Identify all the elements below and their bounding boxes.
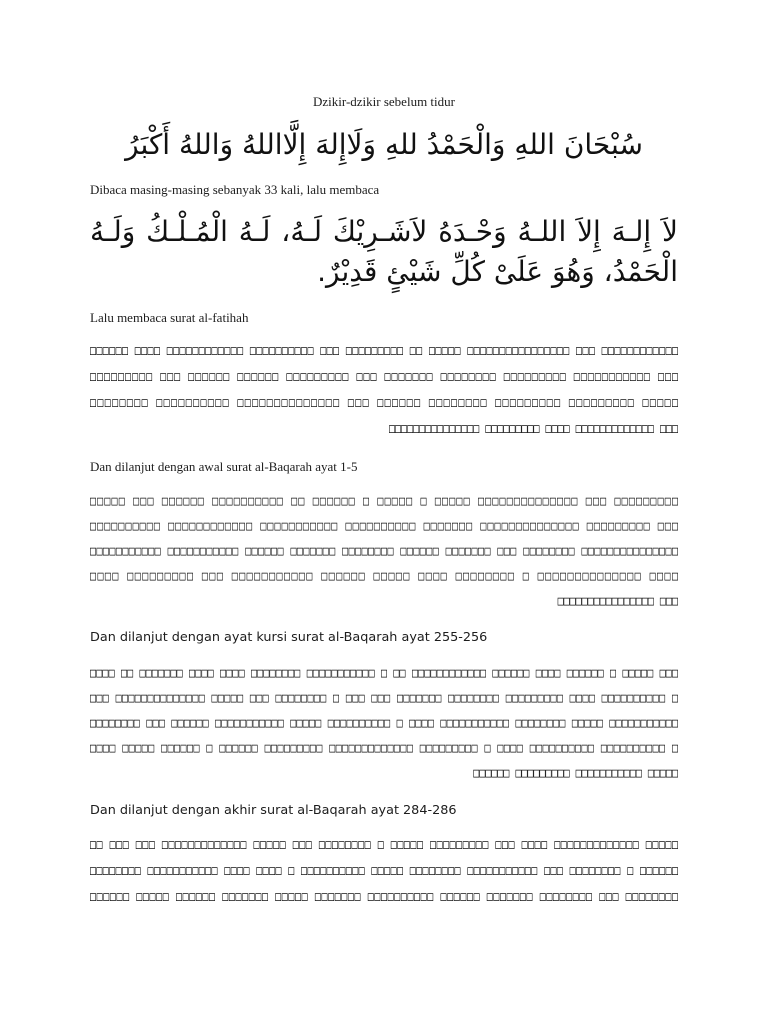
fatihah-heading: Lalu membaca surat al-fatihah (90, 310, 249, 325)
baqarah-akhir-line: □□□□□□□□ □□□□□□□□□□□ □□□□ □□□□ □ □□□□□□□□□□ □□□□□ □□□□□□□□ □□□□□□□□□□□ □□□ □□□□□□□□ □ □□□□□□ (90, 864, 678, 879)
fatihah-line: □□□□□□□□□□□□□□□ □□□□□□□□□ □□□□ □□□□□□□□□□□□□ □□□ (389, 422, 678, 437)
fatihah-line: □□□□□□□□ □□□□□□□□□□ □□□□□□□□□□□□□□ □□□ □□□□□□ □□□□□□□□ □□□□□□□□□ □□□□□□□□□ □□□□□ (90, 396, 678, 411)
document-title: Dzikir-dzikir sebelum tidur (313, 94, 455, 109)
baqarah-awal-line: □□□□ □□□□□□□□□ □□□ □□□□□□□□□□□ □□□□□□ □□□□□ □□□□ □□□□□□□□ □ □□□□□□□□□□□□□□ □□□□ (90, 569, 678, 584)
ayat-kursi-line: □□□□ □□ □□□□□□□ □□□□ □□□□ □□□□□□□□ □□□□□□□□□□□ □ □□ □□□□□□□□□□□□ □□□□□□ □□□□ □□□□□□ □ □□□□□ □□□ (90, 666, 678, 681)
ayat-kursi-line: □□□□□□□□ □□□ □□□□□□ □□□□□□□□□□□ □□□□□ □□□□□□□□□□ □ □□□□ □□□□□□□□□□□ □□□□□□□□ □□□□□ □□□□□□□□□□□ (90, 716, 678, 731)
baqarah-akhir-heading: Dan dilanjut dengan akhir surat al-Baqarah ayat 284-286 (90, 803, 457, 818)
baqarah-awal-line: □□□□□□□□□□□ □□□□□□□□□□□ □□□□□□ □□□□□□□ □□□□□□□□ □□□□□□ □□□□□□□ □□□ □□□□□□□□ □□□□□□□□□□□□□□□ (90, 544, 678, 559)
fatihah-text (90, 339, 678, 443)
tasbih-arabic: سُبْحَانَ اللهِ وَالْحَمْدُ للهِ وَلَاإِلهَ إِلَّااللهُ وَاللهُ أَكْبَرُ (125, 128, 643, 161)
tahlil-arabic-line: لاَ إِلـهَ إِلاَ اللـهُ وَحْـدَهُ لاَشَـرِيْكَ لَـهُ، لَـهُ الْمُـلْـكُ وَلَـهُ (90, 215, 678, 248)
ayat-kursi-text (90, 661, 678, 786)
baqarah-awal-line: □□□□□ □□□ □□□□□□ □□□□□□□□□□ □□ □□□□□□ □ □□□□□ □ □□□□□ □□□□□□□□□□□□□□ □□□ □□□□□□□□□ (90, 494, 678, 509)
baqarah-awal-line: □□□□□□□□□□ □□□□□□□□□□□□ □□□□□□□□□□□ □□□□□□□□□□ □□□□□□□ □□□□□□□□□□□□□□ □□□□□□□□□ □□□ (90, 519, 678, 534)
baqarah-awal-line: □□□□□□□□□□□□□□□□ □□□ (557, 594, 678, 609)
fatihah-line: □□□□□□□□□ □□□ □□□□□□ □□□□□□ □□□□□□□□□ □□□ □□□□□□□ □□□□□□□□ □□□□□□□□□ □□□□□□□□□□□ □□□ (90, 370, 678, 385)
ayat-kursi-heading: Dan dilanjut dengan ayat kursi surat al-Baqarah ayat 255-256 (90, 630, 488, 645)
baqarah-akhir-line: □□□□□□ □□□□□ □□□□□□ □□□□□□□ □□□□□ □□□□□□□ □□□□□□□□□□ □□□□□□ □□□□□□□ □□□□□□□□ □□□ □□□□□□□□ (90, 890, 678, 905)
tahlil-intro: Dibaca masing-masing sebanyak 33 kali, lalu membaca (90, 182, 380, 197)
baqarah-akhir-text (90, 833, 678, 911)
ayat-kursi-line: □□□□ □□□□□ □□□□□□ □ □□□□□□ □□□□□□□□□ □□□□□□□□□□□□□ □□□□□□□□□ □ □□□□ □□□□□□□□□□ □□□□□□□□□□ □ (90, 741, 678, 756)
baqarah-awal-heading: Dan dilanjut dengan awal surat al-Baqarah ayat 1-5 (90, 459, 358, 474)
fatihah-line: □□□□□□ □□□□ □□□□□□□□□□□□ □□□□□□□□□□ □□□ □□□□□□□□□ □□ □□□□□ □□□□□□□□□□□□□□□□ □□□ □□□□□□□□□□□□ (90, 344, 678, 359)
baqarah-akhir-line: □□ □□□ □□□ □□□□□□□□□□□□□ □□□□□ □□□ □□□□□□□□ □ □□□□□ □□□□□□□□□ □□□ □□□□ □□□□□□□□□□□□□ □□□□□ (90, 838, 678, 853)
ayat-kursi-line: □□□ □□□□□□□□□□□□□□ □□□□□ □□□ □□□□□□□□ □ □□□ □□□ □□□□□□□ □□□□□□□□ □□□□□□□□□ □□□□ □□□□□□□□□□ □ (90, 691, 678, 706)
tahlil-arabic-line: الْحَمْدُ، وَهُوَ عَلَىْ كُلِّ شَيْئٍ قَدِيْرٌ. (317, 255, 678, 288)
baqarah-awal-text (90, 489, 678, 614)
ayat-kursi-line: □□□□□□ □□□□□□□□□ □□□□□□□□□□□ □□□□□ (473, 766, 678, 781)
